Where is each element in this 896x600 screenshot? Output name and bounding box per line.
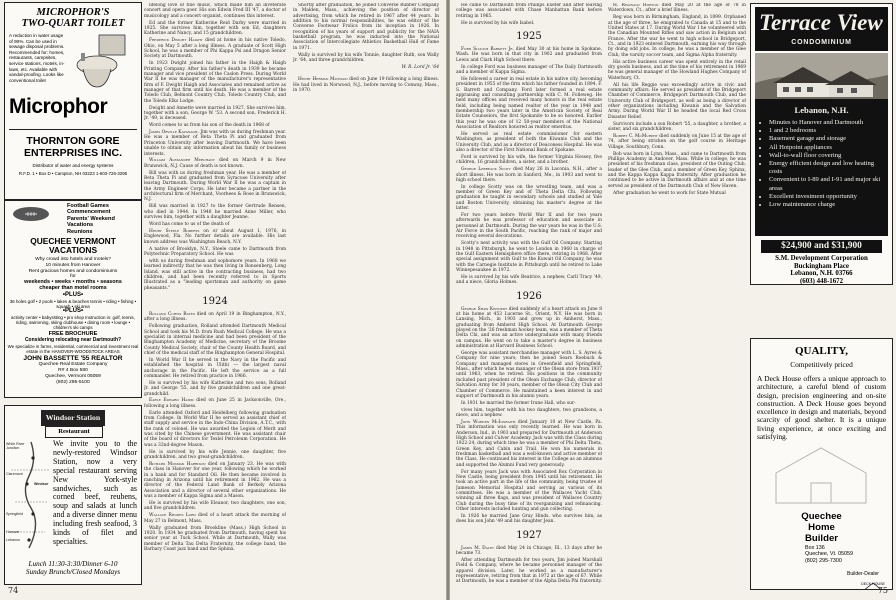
- obituary-paragraph: [456, 21, 602, 26]
- divider: [9, 129, 137, 130]
- obituary-text: on or about August 1, 1976, in Englewood, Fla. No further details are available. His last known address was Washington Beach, N.Y.: [144, 228, 286, 245]
- obituary-text: died suddenly on June 15 at the age of 74, after being stricken on the golf course in Heritage Village, Southbury, Conn.: [608, 133, 746, 150]
- obituary-text: He is survived by his wife Beatrice, a nephew, Carll Tracy '49, and a niece, Gloria Holmes.: [456, 275, 602, 286]
- obituary-text: Reg was born in Birmingham, England, in 1899. Orphaned at the age of three, he emigrated to Canada at 15 and to the United States at 17. During World War I he volunteered with the Canadian Mounted Rifles and saw action in Belgium and France. After the war he went to high school in Bridgeport, Ct., and in 1923 entered Dartmouth, earning his way through by doing odd jobs. In college, he was a member of the Glee Club, the varsity soccer team, and Sigma Alpha fraternity.: [608, 15, 746, 58]
- terrace-phone: (603) 448-1672: [799, 277, 844, 285]
- obituary-paragraph: [608, 134, 746, 150]
- obituary-paragraph: [144, 398, 286, 409]
- obituary-paragraph: [608, 122, 746, 133]
- decedent-name: George Lebreack Scott: [461, 167, 511, 173]
- obituary-paragraph: [456, 185, 602, 212]
- terrace-feature-item: • Convenient to I-89 and I-91 and major ski areas: [769, 176, 884, 192]
- obituary-text: Bill was with us during freshman year. He was a member of Beta Theta Pi and graduated from Syracuse University after leaving Dartmouth. During World War II he was a captain in the Army Engineer Corps. He later became a partner in the architectural firm of Merchant, Voorhees & Rose in Brunswick, N.J.: [144, 170, 286, 203]
- obituary-text: He came to Dartmouth from Phillips Exeter and after leaving college was associated with Chase Manhattan Bank before retiring in 1965.: [456, 3, 602, 19]
- obituary-text: He is survived by his wife Isabel.: [461, 20, 535, 26]
- obituary-text: Earle attended Oxford and Heidelberg following graduation from College. In World War II he served as assistant chief of staff supply and service in the Indo-China Division, A.T.C., with the rank of colonel. He was awarded the Legion of Merit and was cited by the Chinese government. He was assistant chair of the board of directors for Texlel Petroleum Corporation. He was a 32nd-degree Mason.: [144, 410, 286, 448]
- obituary-paragraph: [456, 546, 602, 557]
- terrace-view-ad: [750, 3, 893, 285]
- decedent-name: Frederick Dwight Haight: [149, 38, 203, 44]
- terrace-feature-item: • Basement garage and storage: [769, 135, 884, 143]
- obituary-paragraph: [456, 420, 602, 468]
- terrace-feature-item: • Minutes to Hanover and Dartmouth: [769, 119, 884, 127]
- obituary-paragraph: [144, 259, 286, 291]
- deck-builder-line: Builder: [804, 533, 839, 544]
- terrace-feature-item: • Wall-to-wall floor covering: [769, 152, 884, 160]
- quechee-phone: (802) 295-5100: [56, 379, 90, 385]
- obituary-paragraph: [144, 462, 286, 499]
- obituary-paragraph: [293, 77, 439, 93]
- map-label: Claremont: [6, 472, 23, 476]
- obituary-text: In 1931 he married the former Irune Hall, who sur-: [461, 400, 576, 406]
- decedent-name: James M. Daley: [461, 545, 495, 551]
- windsor-body: We invite you to the newly-restored Windsor Station, now a very special restaurant serving New York-style sandwiches, such as corned beef, reubens, soup and salads at lunch and a diverse dinner menu including fresh seafood, 3 kinds of filet and specialties.: [53, 439, 137, 546]
- obituary-text: with us during freshman and sophomore years. In 1968 we learned indirectly that he was then living in Ronsenberg, Long Island, was still active in the contracting business, had two children, and had been recently referred to in Sports Illustrated as a "leading sportsman and authority on game pheasants.": [144, 258, 286, 291]
- terrace-features-box: [755, 99, 888, 236]
- toilet-image: [73, 31, 135, 91]
- obituary-text: Bill was married in 1927 to the former Gertrude Rensen, who died in 1944. In 1948 he married Anne Miller, who survives him, together with a daughter Jeanne.: [144, 204, 286, 221]
- obituary-paragraph: [608, 15, 746, 58]
- windsor-station-ad: [4, 405, 142, 585]
- windsor-hours-line: Lunch 11:30-3:30/Dinner 6-10: [28, 560, 118, 568]
- obituary-text: Ed and the former Katherine Reid Darby were married in 1925. She survives him, together with son Ed, daughters Katherine and Nancy, and 15 grandchildren.: [144, 20, 286, 37]
- terrace-subtitle: CONDOMINIUM: [791, 39, 852, 46]
- decedent-name: John Worden McIlwraith: [461, 420, 516, 425]
- quechee-sub: 10 minutes from Hanover: [45, 262, 101, 268]
- decedent-name: Robert C. McMurphy: [613, 133, 658, 139]
- obituary-paragraph: [456, 3, 602, 19]
- obituary-text: He served as real estate commissioner for eastern Washington, as president of both the Kiwanis Club and the University Club, and as a director of Deaconess Hospital. He was also a director of the First National Bank of Spokane.: [456, 131, 602, 153]
- terrace-feature-item: • 1 and 2 bedrooms: [769, 127, 884, 135]
- obituary-paragraph: [608, 152, 746, 189]
- obituary-text: After graduation he went to work for State Mutual: [613, 190, 726, 196]
- class-year-heading: 1927: [516, 529, 542, 541]
- quechee-sub: Rent gracious homes and condominiums: [28, 268, 118, 274]
- obituary-paragraph: [456, 401, 602, 406]
- obituary-paragraph: [456, 77, 602, 130]
- decedent-name: Henry Herman Michaud: [298, 77, 348, 83]
- obituary-text: died May 30 at his home in Spokane, Wash. He was born in that city in 1902 and graduated from Lewis and Clark High School there.: [456, 46, 602, 63]
- obituary-text: In World War II he served in the Navy in the Pacific and established the hospital in Ulithi — the largest naval anchorage in the Pacific. He left the service as a full commander. He retired from practice in 1966.: [144, 357, 286, 379]
- deck-builder-line: Home: [808, 522, 835, 533]
- obituary-paragraph: [144, 513, 286, 524]
- obituary-text: . Jim was with us during freshman year. He was a member of Beta Theta Pi and graduated from Princeton University after leaving Dartmouth. We have been unable to obtain any information about his family or business interests.: [144, 130, 286, 157]
- deck-builder: [757, 511, 886, 544]
- terrace-feature-item: • Excellent investment opportunity: [769, 193, 884, 201]
- obituary-paragraph: [456, 241, 602, 273]
- obituary-text: died January 10 at New Castle, Pa. This information was only recently learned. He was born in Anderson, Ind., in 1903 and prepared for Dartmouth at Anderson High School and Culver Academy. Jack was with the Class during 1922-24, during which time he was a member of Phi Delta Theta, Green Key, and Cabin and Trail. He won his numerals in freshman basketball and was a well-known and active member of the Class. He continued his interest in the College as an alumnus and supported the Alumni Fund very generously.: [456, 420, 602, 468]
- obituary-text: He followed a career in real estate in his native city, becoming president in 1955 of the firm which his father founded in 1894, F. S. Barrett and Company. Ford later formed a real estate appraising and consulting partnership with C. M. Folleweg. He held many offices and received many honors in the real estate field, including being named realtor of the year in 1948 and membership two years later in the American Society of Real Estate Counselors, the first Spokanite to be so honored. Earlier this year he was one of 12 50-year members of the National Association of Realtors honored as realtor emeritus.: [456, 76, 602, 130]
- terrace-feature-item: • All Hotpoint appliances: [769, 144, 884, 152]
- obituary-text: died on March 9 in New Brunswick, N.J. Cause of death is not known.: [144, 158, 286, 169]
- obituary-text: lifelong love of fine music, which made him an inveterate concert and opera goer. His son Edwin Fred III '47, a doctor of musicology and a concert organist, continues this interest.: [144, 3, 286, 19]
- quechee-brochure: FREE BROCHURE: [48, 331, 98, 338]
- obituary-paragraph: [456, 307, 602, 350]
- obituary-text: In 1926 he married Jane Gray Hinds, who survives him, as does his son John '49 and his daughter Jean.: [456, 514, 602, 525]
- obituary-text: Word has come to us of the death of: [149, 222, 230, 227]
- decedent-name: William Alexander Merchant: [149, 158, 215, 164]
- class-year-heading: 1924: [202, 295, 228, 307]
- deck-town: Quechee, Vt. 05059: [805, 551, 853, 558]
- ad-title-line2: TWO-QUART TOILET: [21, 18, 125, 29]
- decedent-name: Richard Mosman Harrison: [149, 462, 206, 467]
- quechee-town: Quechee, Vermont 05059: [45, 373, 101, 379]
- deck-subhead: Competitively priced: [790, 360, 853, 369]
- obituary-text: He is survived by his wife Eleanor, two daughters, one son, and five grandchildren.: [144, 501, 286, 512]
- quechee-sub: Why crowd into hotels and motels?: [35, 257, 111, 262]
- obituary-paragraph: [144, 61, 286, 104]
- obituary-column: [456, 3, 602, 593]
- quechee-services: activity center • babysitting • pro shop Instruction in: golf, tennis, riding, swimming, skiing clubhouse • dining room • lounge • children's ski camps: [11, 314, 135, 331]
- class-year-heading: 1926: [516, 290, 542, 302]
- quechee-weekends: weekends • weeks • months • seasons: [24, 279, 122, 286]
- quechee-amenities: 36 holes golf • 2 pools • lakes & beaches tennis • riding • fishing • squash • ski area: [9, 298, 137, 309]
- obituary-paragraph: [144, 204, 286, 220]
- obituary-text: In college Ford was business manager of The Daily Dartmouth and a member of Kappa Sigma.: [456, 64, 602, 75]
- map-label: White River Junction: [6, 442, 25, 450]
- ad-address: R.F.D. 1 • Box D • Campton, NH 03223 1-603-726-3295: [18, 171, 128, 176]
- quechee-company: Quechee Real Estate Company: [38, 362, 108, 368]
- quechee-heading2: VACATIONS: [48, 244, 98, 255]
- deck-house-drawing: [771, 443, 871, 513]
- obituary-paragraph: [456, 155, 602, 166]
- obituary-text: Wally is survived by his wife Tonnie, daughter Ruth, son Wally Jr. '64, and three grandchildren.: [293, 52, 439, 64]
- obituary-text: died May 20 at the age of 78 in Waterdown, Ct., after a brief illness.: [608, 3, 746, 14]
- obituary-text: He is survived by his wife Katherine and two sons, Rolland Jr. and George '55, and by five grandchildren and one great-grandchild.: [144, 380, 286, 397]
- obituary-paragraph: [144, 312, 286, 323]
- quechee-ad: [4, 200, 142, 398]
- obituary-paragraph: [456, 408, 602, 419]
- obituary-paragraph: [144, 171, 286, 203]
- obituary-text: Scotty's next activity was with the Gulf Oil Company. Starting in 1948 in Pittsburgh, he went to London in 1960 in charge of the Gulf Eastern Hemisphere office there, retiring in 1968. After special assignment with Gulf to the Kuwait Oil Company, he was with the Carnegie Institute in Pittsburgh until he retired to Lake Winnepesaukee in 1972.: [456, 241, 602, 274]
- obituary-paragraph: [144, 324, 286, 356]
- obituary-text: After attending Dartmouth for two years, Jim joined Marshall Field & Company, where he became personnel manager of the apparel division. Later, he worked as a manufacturer's representative, retiring from that in 1972 at the age of 67. While at Dartmouth, he was a member of the Alpha Delta Phi fraternity.: [456, 558, 602, 585]
- obituary-paragraph: [456, 558, 602, 585]
- decedent-name: James Orville Kavanagh: [149, 130, 198, 136]
- decedent-name: Rolland Curtis Bates: [149, 311, 195, 317]
- obituary-text: For many years Jack was with Associated Box Corporation in New Castle, being president from 1945 until his retirement. He took an active part in the life of the community, being trustee of Jameson Memorial Hospital and serving as various of its committees. He was a member of the Wallaces Yacht Club, winning all three flags, and was president of Wallaces Country Club during the busy time of its reorganizing and refinancing. Other interests included hunting and gun collecting.: [456, 469, 602, 513]
- list-item: Commencement: [67, 209, 111, 216]
- obituary-paragraph: [608, 83, 746, 120]
- obituary-paragraph: [144, 38, 286, 59]
- obituary-text: In 1923 Dwight joined his father in the Haigh & Haigh Printing Company. After his father's death in 1939 he became manager and vice president of the Caslon Press. During World War II he was manager of the manufacturer's representative firm of F. Dwight Haigh and Associates and remained active as manager of that firm until his death. He was a member of the Toledo Club, Belmont Country Club, Toledo Country Club, and the Toledo Elks Lodge.: [144, 61, 286, 104]
- list-item: Vacations: [67, 222, 94, 229]
- ad-title: [5, 7, 141, 29]
- quechee-specialize: We specialize in farms, residential, commercial and investment real estate in the HANOVER-WOODSTOCK AREAS: [7, 343, 139, 355]
- page-number: 74: [8, 586, 19, 595]
- quechee-plus: •PLUS•: [62, 291, 84, 298]
- obituary-paragraph: [456, 167, 602, 183]
- terrace-feature-item: • Low maintenance charge: [769, 201, 884, 209]
- quechee-cheaper: cheaper than motel rooms: [39, 284, 107, 291]
- obituary-text: died of a heart attack the morning of May 27 in Belmont, Mass.: [144, 513, 286, 524]
- deck-box: Box 136: [805, 545, 825, 551]
- list-item: Football Games: [67, 203, 109, 209]
- terrace-street: Buckingham Place: [794, 262, 849, 270]
- terrace-company: S.M. Development Corporation: [775, 255, 868, 262]
- map-label: Lebanon: [6, 538, 20, 542]
- deck-dealer: Builder-Dealer: [847, 571, 879, 577]
- obituary-paragraph: [144, 158, 286, 169]
- obituary-text: Following graduation, Rolland attended Dartmouth Medical School and took his M.D. from Rush Medical College. He was a specialist in internal medicine and had been president of the Binghampton Academy of Medicine, secretary of the Broome County Medical Society, chair of the County Health Board, and chief of the medical staff of the Binghampton General Hospital.: [144, 324, 286, 356]
- obituary-paragraph: [456, 351, 602, 399]
- condo-photo: [755, 53, 888, 99]
- quechee-sub: for: [70, 274, 76, 280]
- deck-address: [805, 545, 865, 564]
- obituary-paragraph: [456, 213, 602, 240]
- obituary-text: Shortly after graduation, he joined Converse Rubber Company in Malden, Mass., achieving the position of director of advertising, from which he retired in 1967 after 44 years. In addition to his normal responsibilities, he was editor of the Converse Footwear Frolics from its inception in 1926. In recognition of his years of support and publicity for the NAIA basketball program, he was inducted into the National Association of Intercollegiate Athletics Basketball Hall of Fame in 1971.: [293, 3, 439, 51]
- obituary-paragraph: [144, 381, 286, 397]
- obituary-text: Ford is survived by his wife, the former Virginia Hossey, five children, 16 grandchildren, a sister, and a brother.: [456, 154, 602, 166]
- right-page: [450, 0, 896, 600]
- obituary-signature: W. R. Lord Jr. '64: [401, 64, 439, 70]
- deck-house-ad: [750, 338, 893, 590]
- obituary-text: In college Scotty was on the wrestling team, and was a member of Green Key and of Theta Delta Chi. Following graduation he taught in secondary schools and studied at Yale and Boston University, obtaining his master's degree at the latter.: [456, 184, 602, 212]
- decedent-name: George Shaw Kennedy: [461, 306, 508, 312]
- microphor-ad: [4, 2, 142, 200]
- obituary-text: died suddenly of a heart attack on June 8 at his home at 453 Lucerne St., Orient, N.Y. He was born in Lansing, Mich., in 1903 and grew up in Amherst, Mass., graduating from Amherst High School. At Dartmouth George played on the '26 freshman hockey team, was a member of Theta Delta Chi, and was an active undergraduate with many friends on campus. He went on to take a master's degree in business administration at Harvard Business School.: [456, 306, 602, 350]
- windsor-restaurant-label: Restaurant: [45, 426, 103, 438]
- ad-features: A reduction in water usage of 90%. Can be used in sewage disposal problems. Recommended for: homes, restaurants, campsites, service stations, motels, in-laws, etc. Available with vandal-proofing. Looks like conventional toilet: [9, 33, 65, 83]
- decedent-name: Earle Edward Hamm: [149, 398, 194, 404]
- obituary-text: vives him, together with his two daughters, two grandsons, a niece, and a nephew.: [456, 407, 602, 419]
- obituary-paragraph: [144, 229, 286, 245]
- quechee-box: R# 4 Box 580: [58, 367, 88, 373]
- terrace-title-box: [755, 7, 888, 51]
- obituary-text: A native of Brooklyn, N.Y., Steele came to Dartmouth from Polytechnic Preparatory School. He was: [144, 246, 286, 257]
- obituary-column: [293, 3, 439, 593]
- obituary-text: Dwight and Annette were married in 1927. She survives him, together with a son, George W. '53. A second son, Frederick H. Jr. '49, is deceased.: [144, 105, 286, 122]
- decedent-name: Wallace Rhodes Lord: [149, 513, 196, 519]
- obituary-paragraph: [144, 106, 286, 122]
- quechee-heading1: QUECHEE VERMONT: [30, 236, 116, 246]
- map-label: Hanover: [6, 530, 20, 534]
- obituary-text: His active business career was spent entirely in the retail dry goods business, and at the time of his retirement in 1969 he was general manager of the Howland Hughes Company of Waterbury, Ct.: [608, 59, 746, 81]
- deck-body: A Deck House offers a unique approach to architecture, a careful blend of custom design, precision engineering and on-site construction. A Deck House goes beyond excellence in design and materials, beyond scarcity of good shelter. It is a unique living experience, at once exciting and satisfying.: [757, 374, 886, 442]
- terrace-price: $24,900 and $31,900: [761, 240, 882, 253]
- obituary-paragraph: [608, 3, 746, 14]
- terrace-location: Lebanon, N.H.: [794, 105, 849, 115]
- windsor-name: Windsor Station: [41, 410, 105, 426]
- obituary-text: died on June 25 in Jacksonville, Ore., following a long illness.: [144, 398, 286, 409]
- terrace-title: Terrace View: [759, 10, 883, 35]
- decedent-name: Ford Slocum Barkett Jr.: [461, 46, 514, 52]
- obituary-column: [608, 3, 746, 593]
- class-year-heading: 1925: [516, 30, 542, 42]
- obituary-paragraph: [456, 470, 602, 513]
- obituary-text: All his life Reggie was exceedingly active in civic and community affairs. He served as president of the Bridgeport Chamber of Commerce, Bridgeport Dartmouth Club, and the University Club of Bridgeport, as well as being a director of other organizations including Kiwanis and the Salvation Army. During World War II he headed the local Red Cross Disaster Relief.: [608, 82, 746, 120]
- quechee-plus: •PLUS•: [62, 307, 84, 314]
- obituary-text: died on April 19 in Binghampton, N.Y., after a long illness.: [144, 311, 286, 323]
- obituary-text: George was assistant merchandise manager with L. S. Ayres & Company for nine years; then he joined Sears Roebuck & Company and managed stores in Greenfield and Springfield, Mass., after which he was manager of the Olean store from 1937 until 1963, when he retired. His positions in the community included past president of the Olean Exchange Club, director of Salvation Army for 30 years, member of the Olean City Club and Chamber of Commerce. He maintained a keen interest in and support of Dartmouth in his alumni years.: [456, 351, 602, 399]
- ad-title-line1: MICROPHOR'S: [36, 7, 110, 18]
- windsor-hours-line: Sunday Brunch/Closed Mondays: [25, 568, 121, 577]
- map-label: Springfield: [6, 512, 23, 516]
- obituary-text: died May 24 in Chicago, Ill., 13 days after he became 73.: [456, 545, 602, 557]
- obituary-paragraph: [456, 132, 602, 153]
- obituary-paragraph: [144, 411, 286, 448]
- obituary-text: died on January 23. He was with the class in Hanover for one year, following which he worked in a bank and for Standard Oil. He then became involved in ranching in Arizona until his retirement in 1962. He was a director of the Federal Land Bank of Berkely Arizona Association and a director of several other organizations. He was a member of Kappa Sigma and a Mason.: [144, 462, 286, 500]
- obituary-paragraph: [293, 3, 439, 51]
- obituary-text: died on June 19 following a long illness. He had lived in Norwood, N.J., before moving to Conway, Mass., in 1970.: [293, 77, 439, 93]
- obituary-paragraph: [144, 130, 286, 157]
- obituary-paragraph: [456, 47, 602, 63]
- terrace-contact: [753, 255, 890, 285]
- quechee-considering: Considering relocating near Dartmouth?: [24, 337, 122, 344]
- ad-tagline: Distributor of water and energy systems: [32, 163, 114, 168]
- obituary-paragraph: [293, 53, 439, 64]
- obituary-paragraph: [144, 247, 286, 258]
- quechee-realtor: JOHN BASSETTE '55 REALTOR: [23, 355, 123, 363]
- obituary-text: For two years before World War II and for two years afterwards he was professor of education and associate in personnel at Dartmouth. During the war years he was in the U.S. Air Force in the South Pacific, reaching the rank of major and receiving several decorations.: [456, 213, 602, 240]
- terrace-city: Lebanon, N.H. 03766: [790, 270, 853, 278]
- obituary-text: Wally graduated from Brookline (Mass.) High School in 1920. In 1934 he graduated from Dartmouth, having spent his senior year at Tuck School. While at Dartmouth, Wally was member of Delta Tau Delta Fraternity, the college band, the Barbary Coast jazz band and the Sphinx.: [144, 525, 286, 552]
- ad-company: THORNTON GORE ENTERPRISES INC.: [23, 135, 123, 159]
- obituary-paragraph: [144, 526, 286, 553]
- obituary-text: died May 26 in Laconia, N.H., after a short illness. He was born in Sanford, Me., in 1903 and went to high school there.: [456, 167, 602, 183]
- deck-headline: QUALITY,: [794, 345, 849, 357]
- obituary-paragraph: [144, 3, 286, 19]
- obituary-text: Word comes to us from his son of the death in 1968 of: [149, 123, 270, 129]
- decedent-name: H. Reginald Horton: [613, 3, 659, 8]
- page-number: 75: [877, 586, 888, 595]
- decedent-name: Henry Steele Roberts: [149, 228, 200, 234]
- football-icon: [11, 205, 51, 223]
- obituary-paragraph: [456, 275, 602, 286]
- left-page: [0, 0, 446, 600]
- quechee-list: [67, 203, 139, 235]
- obituary-text: He is survived by his wife Jennie, one daughter, five grandchildren, and two great-grandchildren.: [144, 449, 286, 461]
- obituary-text: Survivors include a son Robert '55, a daughter, a brother, a sister, and six grandchildren.: [608, 121, 746, 132]
- obituary-text: died at home in his native Toledo, Ohio, on May 5 after a long illness. A graduate of Scott High School, he was a member of Phi Kappa Psi and Dragon Senior Society at Dartmouth.: [144, 38, 286, 60]
- terrace-features: [755, 119, 888, 209]
- obituary-paragraph: [144, 123, 286, 128]
- deck-phone: (802) 295-7300: [805, 557, 842, 564]
- deck-builder-line: Quechee: [801, 511, 842, 522]
- obituary-paragraph: [144, 501, 286, 512]
- obituary-paragraph: [144, 450, 286, 461]
- obituary-paragraph: [144, 21, 286, 37]
- obituary-column: [144, 3, 286, 593]
- terrace-feature-item: • Energy efficient design and low heating costs: [769, 160, 884, 176]
- windsor-hours: [9, 560, 137, 577]
- obituary-paragraph: [608, 60, 746, 81]
- map-label: Windsor: [34, 482, 49, 486]
- deck-logo-text: DECK HOUSE: [861, 582, 885, 586]
- obituary-paragraph: [456, 65, 602, 76]
- obituary-paragraph: [456, 514, 602, 525]
- obituary-paragraph: [144, 358, 286, 379]
- list-item: Parents' Weekend: [67, 215, 115, 222]
- obituary-paragraph: [608, 191, 746, 196]
- list-item: Reunions: [67, 228, 93, 235]
- ad-brand: Microphor: [9, 95, 108, 118]
- obituary-paragraph: [144, 222, 286, 227]
- obituary-text: Bob was born in Lynn, Mass., and came to Dartmouth from Phillips Academy in Andover, Mass. While in college, he was president of his freshman class, president of the Outing Club, leader of the Glee Club, and a member of Green Key, Sphinx, and the Kappa Kappa Kappa fraternity. After graduation he continued to be active in Dartmouth affairs and at one time served as president of the Dartmouth Club of New Haven.: [608, 151, 746, 189]
